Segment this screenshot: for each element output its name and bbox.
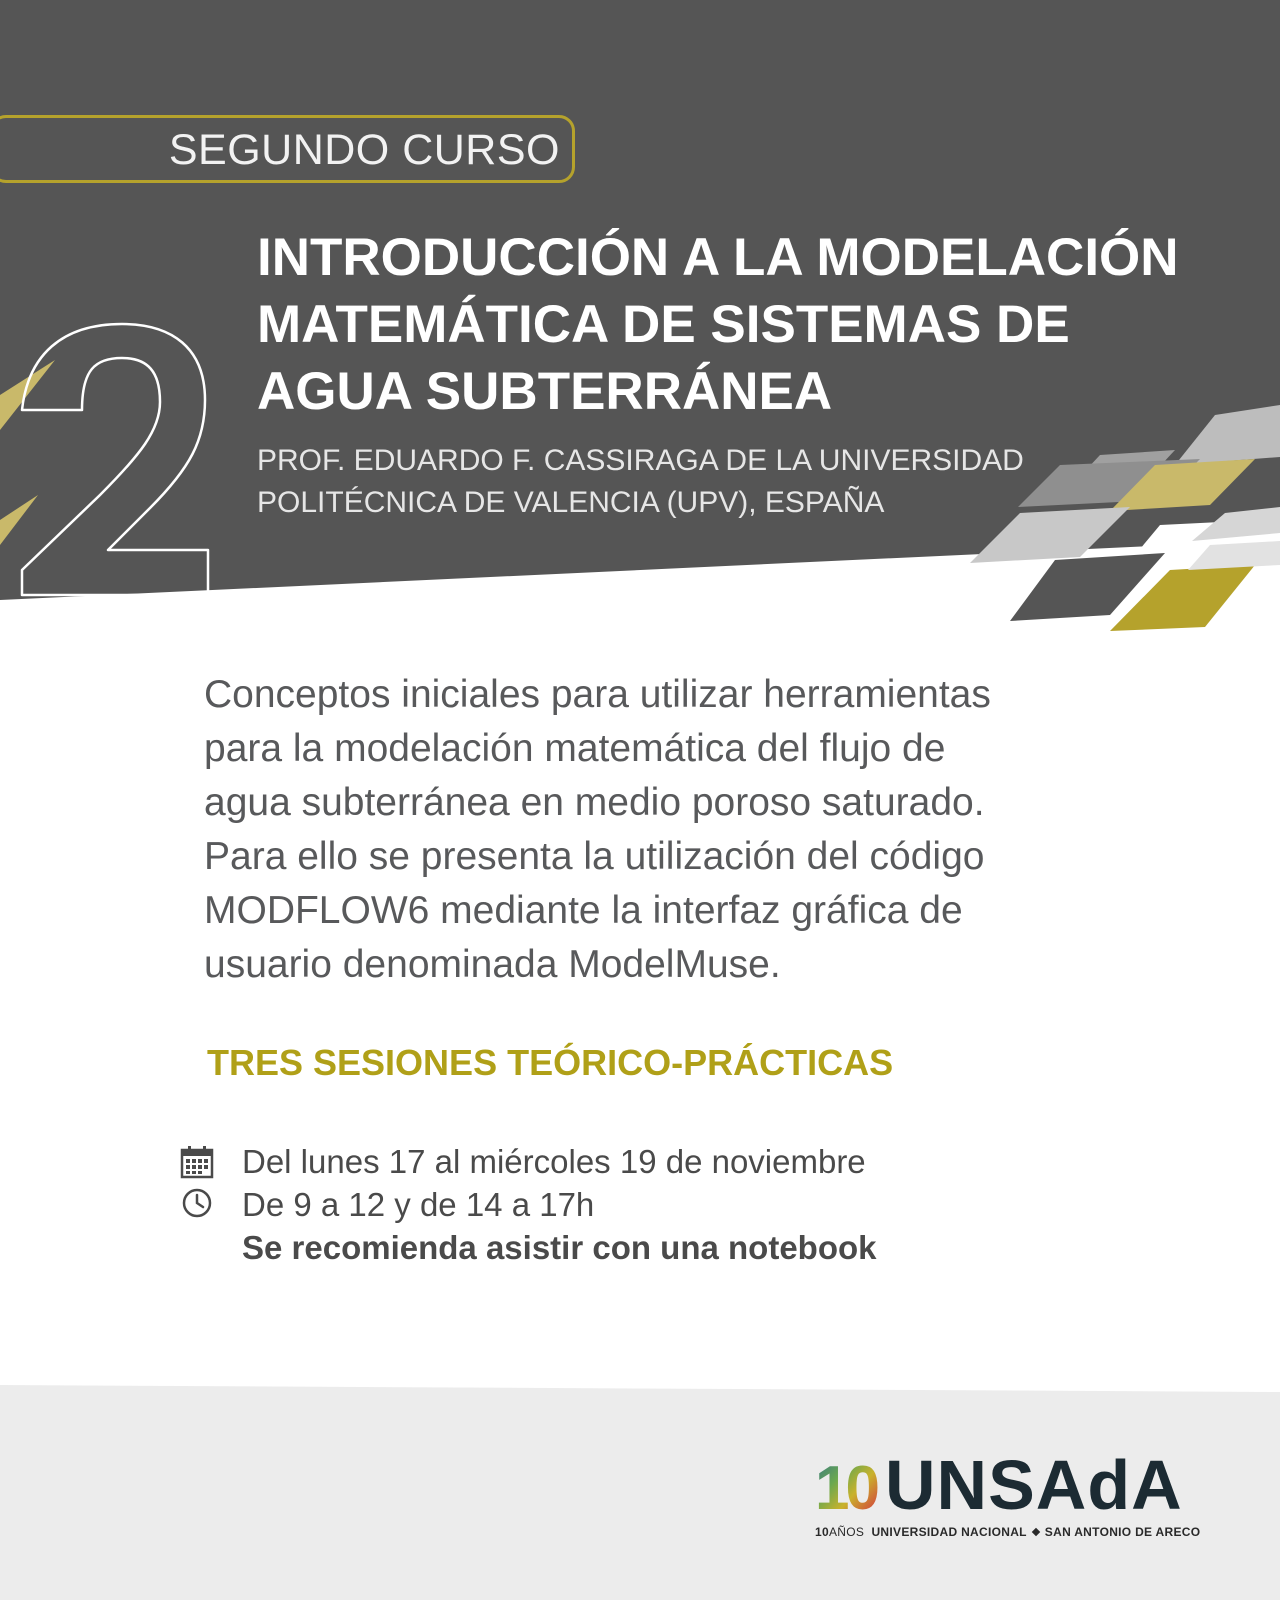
- logo-sub-university: UNIVERSIDAD NACIONAL: [871, 1525, 1027, 1539]
- description-line-2: para la modelación matemática del flujo de: [204, 727, 946, 770]
- schedule-hours: De 9 a 12 y de 14 a 17h: [242, 1186, 595, 1223]
- logo-sub-anos: AÑOS: [828, 1525, 865, 1539]
- course-title: [257, 224, 1217, 425]
- clock-icon: [180, 1188, 214, 1222]
- diamond-icon: [1032, 1528, 1040, 1536]
- course-label-box: [0, 115, 575, 183]
- title-line-2: MATEMÁTICA DE SISTEMAS DE: [257, 295, 1070, 354]
- sessions-heading: TRES SESIONES TEÓRICO-PRÁCTICAS: [207, 1042, 894, 1083]
- description-line-1: Conceptos iniciales para utilizar herramientas: [204, 673, 991, 716]
- professor-info: [257, 440, 1157, 524]
- description-line-3: agua subterránea en medio poroso saturado.: [204, 781, 985, 824]
- big-number-outline: [0, 300, 220, 600]
- logo-subtitle: [815, 1525, 1200, 1539]
- course-label: SEGUNDO CURSO: [168, 126, 560, 174]
- notebook-note: Se recomienda asistir con una notebook: [242, 1229, 877, 1266]
- description-line-5: MODFLOW6 mediante la interfaz gráfica de: [204, 889, 963, 932]
- title-line-1: INTRODUCCIÓN A LA MODELACIÓN: [257, 228, 1179, 287]
- description-line-6: usuario denominada ModelMuse.: [204, 943, 781, 986]
- logo-sub-place: SAN ANTONIO DE ARECO: [1044, 1525, 1201, 1539]
- calendar-icon: [180, 1145, 214, 1179]
- logo-ten-text: 10: [815, 1457, 876, 1515]
- schedule-dates: Del lunes 17 al miércoles 19 de noviembre: [242, 1143, 866, 1180]
- unsada-logo: [815, 1446, 1201, 1543]
- description-line-4: Para ello se presenta la utilización del código: [204, 835, 985, 878]
- professor-line-2: POLITÉCNICA DE VALENCIA (UPV), ESPAÑA: [257, 486, 885, 519]
- logo-ten-mark: [815, 1457, 881, 1515]
- title-line-3: AGUA SUBTERRÁNEA: [257, 362, 833, 421]
- logo-name: UNSAdA: [885, 1446, 1183, 1524]
- course-description: [204, 668, 1164, 992]
- professor-line-1: PROF. EDUARDO F. CASSIRAGA DE LA UNIVERSIDAD: [257, 444, 1024, 477]
- logo-sub-ten: 10: [815, 1525, 829, 1539]
